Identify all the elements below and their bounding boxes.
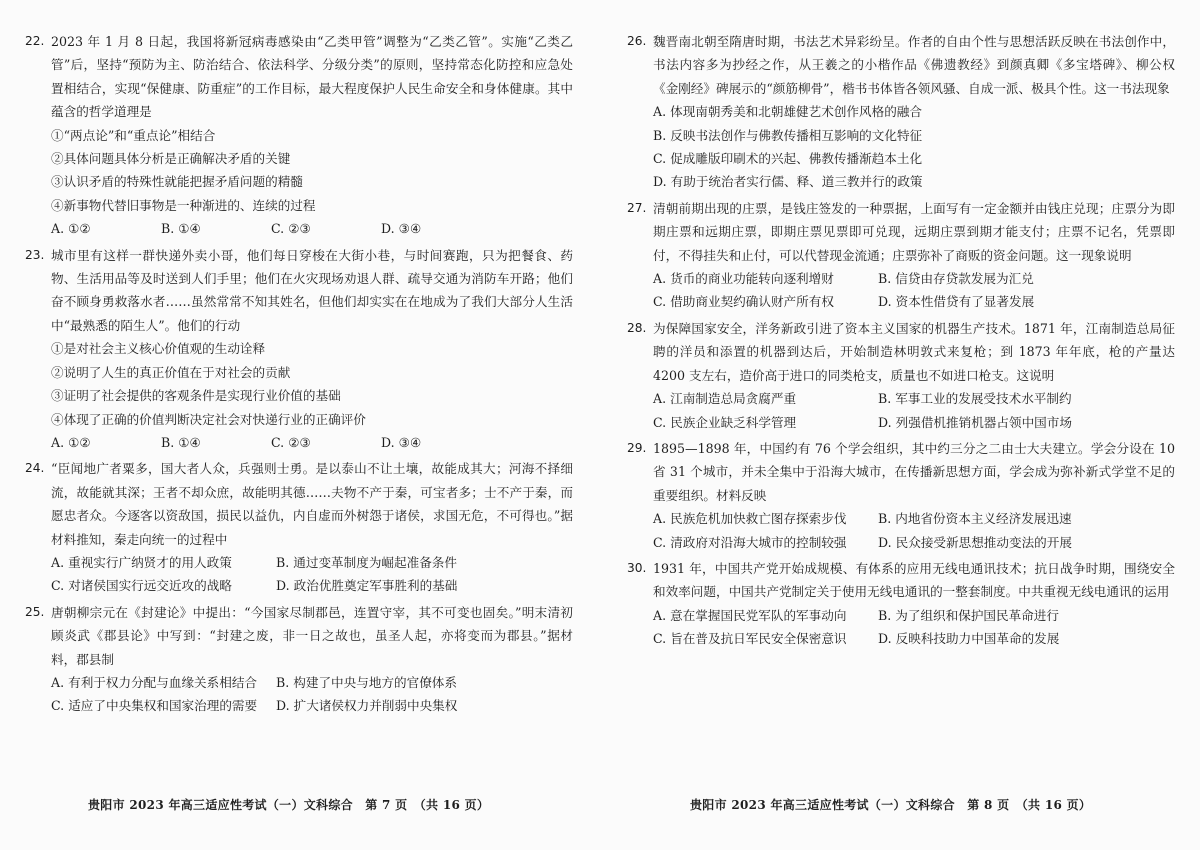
question-stem: [627, 437, 1175, 507]
answer-options: [627, 267, 1175, 314]
option-d: D. ③④: [381, 434, 422, 450]
statement-3: ③认识矛盾的特殊性就能把握矛盾问题的精髓: [51, 174, 303, 190]
question-28: [627, 317, 1175, 434]
option-d: D. 政治优胜奠定军事胜利的基础: [276, 578, 458, 594]
question-text: 城市里有这样一群快递外卖小哥，他们每日穿梭在大街小巷，与时间赛跑，只为把餐食、药物、生活用品等及时送到人们手里；他们在火灾现场劝退人群、疏导交通为消防车开路；他们奋不顾身勇救落水者……虽然常常不知其姓名，但他们却实实在在地成为了我们大部分人生活中“最熟悉的陌生人”。他们的行动: [51, 247, 573, 333]
question-number: 24.: [25, 461, 45, 476]
question-number: 30.: [627, 560, 647, 575]
option-c: C. 民族企业缺乏科学管理: [653, 414, 797, 430]
answer-options: [25, 671, 573, 718]
question-stem: [25, 457, 573, 551]
option-c: C. 适应了中央集权和国家治理的需要: [51, 698, 258, 714]
option-d: D. 有助于统治者实行儒、释、道三教并行的政策: [653, 174, 923, 190]
option-c: C. 清政府对沿海大城市的控制较强: [653, 534, 847, 550]
option-b: B. 内地省份资本主义经济发展迅速: [878, 511, 1072, 527]
statement-2: ②说明了人生的真正价值在于对社会的贡献: [51, 364, 291, 380]
option-b: B. 反映书法创作与佛教传播相互影响的文化特征: [653, 127, 923, 143]
option-c: C. 旨在普及抗日军民安全保密意识: [653, 631, 847, 647]
question-26: [627, 30, 1175, 194]
option-d: D. 民众接受新思想推动变法的开展: [878, 534, 1072, 550]
statement-2: ②具体问题具体分析是正确解决矛盾的关键: [51, 151, 291, 167]
question-number: 29.: [627, 440, 647, 455]
question-24: [25, 457, 573, 597]
statement-1: ①“两点论”和“重点论”相结合: [51, 127, 216, 143]
exam-page-7: [25, 30, 573, 721]
option-a: A. 意在掌握国民党军队的军事动向: [653, 607, 847, 623]
question-25: [25, 601, 573, 718]
statement-4: ④体现了正确的价值判断决定社会对快递行业的正确评价: [51, 411, 366, 427]
answer-options: [627, 100, 1175, 194]
answer-options: [627, 604, 1175, 651]
question-number: 27.: [627, 200, 647, 215]
option-a: A. 有利于权力分配与血缘关系相结合: [51, 674, 258, 690]
page-footer: 贵阳市 2023 年高三适应性考试（一）文科综合 第 7 页 （共 16 页）: [88, 798, 490, 812]
question-stem: [627, 557, 1175, 604]
question-number: 23.: [25, 247, 45, 262]
question-27: [627, 197, 1175, 314]
answer-options: [25, 551, 573, 598]
question-text: 2023 年 1 月 8 日起，我国将新冠病毒感染由“乙类甲管”调整为“乙类乙管”。实施“乙类乙管”后，坚持“预防为主、防治结合、依法科学、分级分类”的原则，坚持常态化防控和应急处置相结合，实现“保健康、防重症”的工作目标，最大程度保护人民生命安全和身体健康。其中蕴含的哲学道理是: [51, 34, 573, 120]
question-text: 唐朝柳宗元在《封建论》中提出：“今国家尽制郡邑，连置守宰，其不可变也固矣。”明末清初顾炎武《郡县论》中写到：“封建之废，非一日之故也，虽圣人起，亦将变而为郡县。”据材料，郡县制: [51, 604, 573, 667]
option-b: B. 通过变革制度为崛起准备条件: [276, 554, 457, 570]
statement-list: [25, 124, 573, 218]
answer-options: [25, 431, 573, 454]
question-stem: [627, 317, 1175, 387]
option-a: A. ①②: [51, 221, 91, 237]
question-stem: [627, 197, 1175, 267]
option-b: B. 信贷由存贷款发展为汇兑: [878, 271, 1034, 287]
option-a: A. 江南制造总局贪腐严重: [653, 391, 797, 407]
page-footer: 贵阳市 2023 年高三适应性考试（一）文科综合 第 8 页 （共 16 页）: [690, 798, 1092, 812]
statement-list: [25, 337, 573, 431]
option-a: A. 民族危机加快救亡图存探索步伐: [653, 511, 847, 527]
option-c: C. ②③: [271, 221, 311, 237]
question-29: [627, 437, 1175, 554]
option-b: B. ①④: [161, 221, 201, 237]
option-a: A. ①②: [51, 434, 91, 450]
question-30: [627, 557, 1175, 651]
answer-options: [25, 217, 573, 240]
option-c: C. 促成雕版印刷术的兴起、佛教传播渐趋本土化: [653, 151, 923, 167]
statement-3: ③证明了社会提供的客观条件是实现行业价值的基础: [51, 388, 341, 404]
question-text: 为保障国家安全，洋务新政引进了资本主义国家的机器生产技术。1871 年，江南制造总局征聘的洋员和添置的机器到达后，开始制造林明敦式来复枪；到 1873 年年底，枪的产量达 4200 支左右，造价高于进口的同类枪支，质量也不如进口枪支。这说明: [653, 320, 1175, 383]
question-text: 1931 年，中国共产党开始成规模、有体系的应用无线电通讯技术；抗日战争时期，围绕安全和效率问题，中国共产党制定关于使用无线电通讯的一整套制度。中共重视无线电通讯的运用: [653, 560, 1175, 600]
question-text: 清朝前期出现的庄票，是钱庄签发的一种票据，上面写有一定金额并由钱庄兑现；庄票分为即期庄票和远期庄票，即期庄票见票即可兑现，远期庄票到期才能支付；庄票不记名，凭票即付，不得挂失和止付，可以代替现金流通；庄票弥补了商贩的资金问题。这一现象说明: [653, 200, 1175, 263]
option-a: A. 货币的商业功能转向逐利增财: [653, 271, 834, 287]
question-number: 26.: [627, 34, 647, 48]
question-text: “臣闻地广者粟多，国大者人众，兵强则士勇。是以泰山不让土壤，故能成其大；河海不择细流，故能就其深；王者不却众庶，故能明其德……夫物不产于秦，可宝者多；士不产于秦，而愿忠者众。今逐客以资敌国，损民以益仇，内自虚而外树怨于诸侯，求国无危，不可得也。”据材料推知，秦走向统一的过程中: [51, 461, 573, 547]
option-d: D. 扩大诸侯权力并削弱中央集权: [276, 698, 458, 714]
option-b: B. ①④: [161, 434, 201, 450]
answer-options: [627, 387, 1175, 434]
option-a: A. 体现南朝秀美和北朝雄健艺术创作风格的融合: [653, 104, 922, 120]
question-number: 25.: [25, 604, 45, 619]
option-a: A. 重视实行广纳贤才的用人政策: [51, 554, 232, 570]
option-d: D. 反映科技助力中国革命的发展: [878, 631, 1060, 647]
option-c: C. ②③: [271, 434, 311, 450]
question-stem: [25, 244, 573, 338]
exam-page-8: [627, 30, 1175, 654]
question-stem: [627, 30, 1175, 100]
question-stem: [25, 30, 573, 124]
option-c: C. 借助商业契约确认财产所有权: [653, 294, 834, 310]
question-stem: [25, 601, 573, 671]
question-22: [25, 30, 573, 241]
option-d: D. 资本性借贷有了显著发展: [878, 294, 1035, 310]
option-b: B. 为了组织和保护国民革命进行: [878, 607, 1059, 623]
question-text: 1895—1898 年，中国约有 76 个学会组织，其中约三分之二由士大夫建立。学会分设在 10 省 31 个城市，并未全集中于沿海大城市，在传播新思想方面，学会成为弥补新式学堂不足的重要组织。材料反映: [653, 440, 1175, 503]
statement-4: ④新事物代替旧事物是一种渐进的、连续的过程: [51, 197, 316, 213]
option-b: B. 军事工业的发展受技术水平制约: [878, 391, 1072, 407]
option-b: B. 构建了中央与地方的官僚体系: [276, 674, 457, 690]
statement-1: ①是对社会主义核心价值观的生动诠释: [51, 341, 266, 357]
question-23: [25, 244, 573, 455]
option-c: C. 对诸侯国实行远交近攻的战略: [51, 578, 232, 594]
question-text: 魏晋南北朝至隋唐时期，书法艺术异彩纷呈。作者的自由个性与思想活跃反映在书法创作中，书法内容多为抄经之作，从王羲之的小楷作品《佛遗教经》到颜真卿《多宝塔碑》、柳公权《金刚经》碑展示的“颜筋柳骨”，楷书书体皆各领风骚、自成一派、极具个性。这一书法现象: [653, 34, 1175, 96]
question-number: 28.: [627, 320, 647, 335]
option-d: D. 列强借机推销机器占领中国市场: [878, 414, 1072, 430]
question-number: 22.: [25, 34, 45, 48]
answer-options: [627, 507, 1175, 554]
option-d: D. ③④: [381, 221, 422, 237]
